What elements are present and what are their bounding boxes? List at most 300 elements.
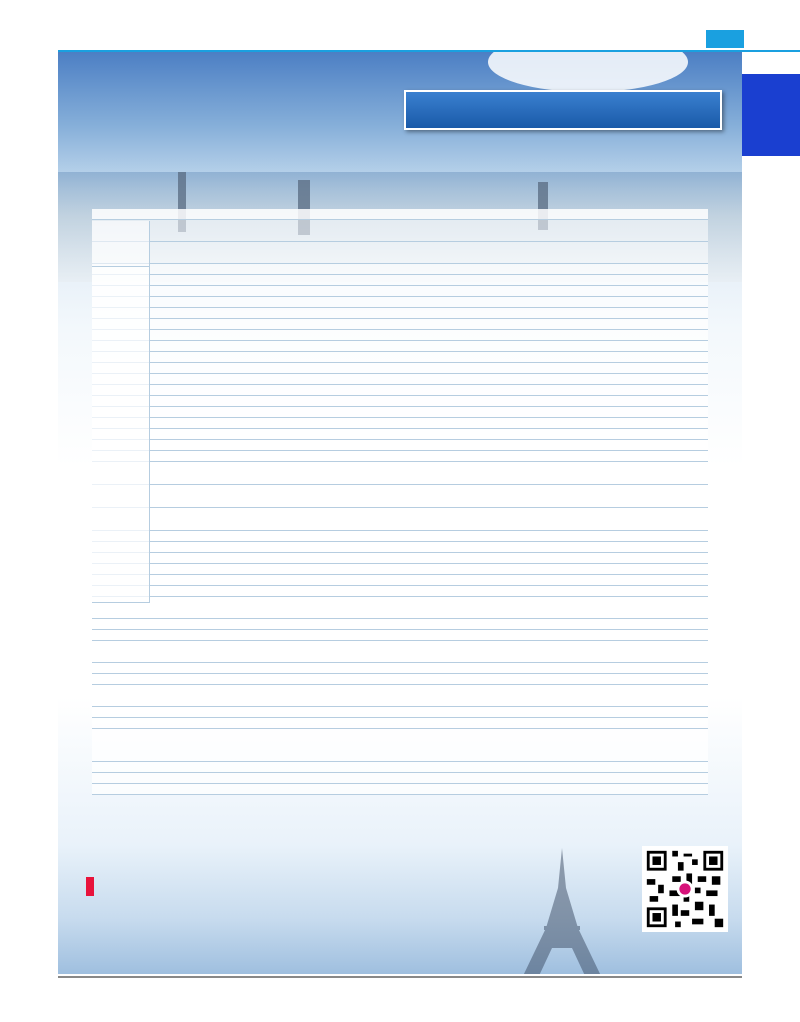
cell-visa xyxy=(520,630,576,640)
cell-visa xyxy=(520,275,576,285)
table-row xyxy=(92,619,708,630)
cell-visa xyxy=(520,542,576,552)
cell-visa xyxy=(520,641,576,662)
side-tab-europe-america[interactable] xyxy=(742,74,800,156)
cell-market-price xyxy=(640,553,708,563)
cell-trade-price xyxy=(576,330,640,340)
cell-date xyxy=(150,784,238,794)
cell-date xyxy=(150,718,238,728)
cell-route xyxy=(238,385,476,395)
eiffel-tower-icon xyxy=(502,848,622,974)
table-row xyxy=(92,729,708,762)
table-row xyxy=(92,485,708,508)
cell-visa xyxy=(520,707,576,717)
cell-visa xyxy=(520,286,576,296)
cell-trade-price xyxy=(576,297,640,307)
cell-market-price xyxy=(640,485,708,507)
cell-market-price xyxy=(640,330,708,340)
cell-date xyxy=(150,729,238,761)
cell-market-price xyxy=(640,462,708,484)
cell-route xyxy=(238,485,476,507)
cell-flight xyxy=(476,597,520,618)
cell-route xyxy=(238,663,476,673)
cell-trade-price xyxy=(576,685,640,706)
cell-market-price xyxy=(640,429,708,439)
cell-route xyxy=(238,597,476,618)
table-row xyxy=(92,297,708,308)
cell-market-price xyxy=(640,275,708,285)
cell-date xyxy=(150,341,238,351)
header-market-price xyxy=(640,209,708,219)
cell-market-price xyxy=(640,319,708,329)
header-flight xyxy=(476,209,520,219)
cell-visa xyxy=(520,553,576,563)
cell-flight xyxy=(476,586,520,596)
cell-date xyxy=(150,396,238,406)
cell-market-price xyxy=(640,374,708,384)
cell-route xyxy=(238,762,476,772)
cell-trade-price xyxy=(576,374,640,384)
table-row xyxy=(92,784,708,795)
cell-trade-price xyxy=(576,396,640,406)
cell-trade-price xyxy=(576,773,640,783)
cell-market-price xyxy=(640,641,708,662)
bottom-rule xyxy=(58,976,742,978)
cell-route xyxy=(238,275,476,285)
table-row xyxy=(92,242,708,264)
brand-logo xyxy=(76,60,386,200)
cell-route xyxy=(238,685,476,706)
cell-trade-price xyxy=(576,597,640,618)
cell-route xyxy=(238,297,476,307)
cell-trade-price xyxy=(576,275,640,285)
cell-market-price xyxy=(640,385,708,395)
cell-flight xyxy=(476,707,520,717)
cell-market-price xyxy=(640,286,708,296)
cell-trade-price xyxy=(576,407,640,417)
cell-visa xyxy=(520,264,576,274)
cell-route xyxy=(238,630,476,640)
cell-date xyxy=(150,674,238,684)
table-row xyxy=(92,663,708,674)
cell-trade-price xyxy=(576,264,640,274)
cell-visa xyxy=(520,663,576,673)
table-row xyxy=(92,707,708,718)
cell-date xyxy=(150,773,238,783)
table-row xyxy=(92,275,708,286)
cell-market-price xyxy=(640,564,708,574)
table-row xyxy=(92,718,708,729)
cell-route xyxy=(238,729,476,761)
cell-visa xyxy=(520,242,576,263)
cell-trade-price xyxy=(576,762,640,772)
cell-flight xyxy=(476,418,520,428)
cell-trade-price xyxy=(576,508,640,530)
table-row xyxy=(92,264,708,275)
cell-visa xyxy=(520,762,576,772)
cell-market-price xyxy=(640,440,708,450)
table-row xyxy=(92,319,708,330)
cell-visa xyxy=(520,220,576,241)
cell-market-price xyxy=(640,508,708,530)
cell-route xyxy=(238,220,476,241)
cell-market-price xyxy=(640,242,708,263)
cell-route xyxy=(238,542,476,552)
cell-trade-price xyxy=(576,440,640,450)
cell-visa xyxy=(520,319,576,329)
cell-date xyxy=(150,762,238,772)
group-label xyxy=(92,267,150,603)
top-bar xyxy=(0,0,800,52)
cell-trade-price xyxy=(576,542,640,552)
cell-visa xyxy=(520,308,576,318)
table-row xyxy=(92,396,708,407)
table-row xyxy=(92,440,708,451)
cell-flight xyxy=(476,429,520,439)
cell-trade-price xyxy=(576,641,640,662)
cell-route xyxy=(238,396,476,406)
cell-market-price xyxy=(640,575,708,585)
cell-route xyxy=(238,374,476,384)
cell-flight xyxy=(476,718,520,728)
cell-date xyxy=(150,575,238,585)
cell-market-price xyxy=(640,586,708,596)
cell-market-price xyxy=(640,407,708,417)
cell-trade-price xyxy=(576,451,640,461)
table-row xyxy=(92,308,708,319)
cell-market-price xyxy=(640,352,708,362)
cell-date xyxy=(150,385,238,395)
cell-date xyxy=(150,330,238,340)
cell-visa xyxy=(520,784,576,794)
cell-date xyxy=(150,363,238,373)
cell-visa xyxy=(520,508,576,530)
cell-date xyxy=(150,542,238,552)
cell-visa xyxy=(520,429,576,439)
cell-visa xyxy=(520,462,576,484)
cell-flight xyxy=(476,630,520,640)
table-row xyxy=(92,575,708,586)
table-row xyxy=(92,542,708,553)
cell-flight xyxy=(476,619,520,629)
cell-trade-price xyxy=(576,363,640,373)
cell-visa xyxy=(520,341,576,351)
cell-date xyxy=(150,462,238,484)
cell-route xyxy=(238,286,476,296)
cell-visa xyxy=(520,597,576,618)
cell-flight xyxy=(476,242,520,263)
cell-trade-price xyxy=(576,319,640,329)
cell-visa xyxy=(520,674,576,684)
cell-visa xyxy=(520,531,576,541)
cell-route xyxy=(238,718,476,728)
table-row xyxy=(92,286,708,297)
cell-date xyxy=(150,220,238,241)
cell-flight xyxy=(476,531,520,541)
cell-flight xyxy=(476,462,520,484)
table-row xyxy=(92,352,708,363)
cell-flight xyxy=(476,508,520,530)
cell-date xyxy=(150,586,238,596)
phone-line xyxy=(72,877,94,896)
cell-flight xyxy=(476,773,520,783)
cell-date xyxy=(150,429,238,439)
table-row xyxy=(92,597,708,619)
cell-flight xyxy=(476,762,520,772)
table-row xyxy=(92,674,708,685)
cell-visa xyxy=(520,586,576,596)
cell-trade-price xyxy=(576,341,640,351)
table-row xyxy=(92,773,708,784)
page-title xyxy=(404,90,722,130)
cloud xyxy=(488,52,688,92)
cell-market-price xyxy=(640,729,708,761)
cell-date xyxy=(150,242,238,263)
footer xyxy=(454,983,460,996)
table-row xyxy=(92,641,708,663)
cell-market-price xyxy=(640,297,708,307)
cell-date xyxy=(150,553,238,563)
cell-visa xyxy=(520,330,576,340)
cell-flight xyxy=(476,275,520,285)
cell-route xyxy=(238,341,476,351)
cell-date xyxy=(150,418,238,428)
cell-date xyxy=(150,564,238,574)
cell-route xyxy=(238,264,476,274)
table-row xyxy=(92,462,708,485)
tour-table xyxy=(92,209,708,795)
cell-trade-price xyxy=(576,630,640,640)
ad-panel xyxy=(58,52,742,974)
table-row xyxy=(92,553,708,564)
cell-visa xyxy=(520,385,576,395)
cell-market-price xyxy=(640,597,708,618)
table-row xyxy=(92,762,708,773)
cell-visa xyxy=(520,685,576,706)
cell-market-price xyxy=(640,308,708,318)
cell-route xyxy=(238,641,476,662)
cell-date xyxy=(150,264,238,274)
cell-route xyxy=(238,451,476,461)
cell-route xyxy=(238,462,476,484)
cell-visa xyxy=(520,374,576,384)
header-trade-price xyxy=(576,209,640,219)
cell-trade-price xyxy=(576,352,640,362)
qr-code-icon[interactable] xyxy=(642,846,728,932)
table-row xyxy=(92,685,708,707)
table-row xyxy=(92,451,708,462)
cell-route xyxy=(238,575,476,585)
cell-trade-price xyxy=(576,619,640,629)
cell-trade-price xyxy=(576,663,640,673)
cell-date xyxy=(150,374,238,384)
cell-visa xyxy=(520,451,576,461)
cell-market-price xyxy=(640,418,708,428)
table-row xyxy=(92,407,708,418)
cell-route xyxy=(238,330,476,340)
cell-visa xyxy=(520,352,576,362)
cell-trade-price xyxy=(576,575,640,585)
cell-date xyxy=(150,407,238,417)
cell-date xyxy=(150,319,238,329)
cell-trade-price xyxy=(576,220,640,241)
cell-market-price xyxy=(640,451,708,461)
header-visa xyxy=(520,209,576,219)
cell-trade-price xyxy=(576,784,640,794)
cell-market-price xyxy=(640,762,708,772)
cell-market-price xyxy=(640,663,708,673)
cell-flight xyxy=(476,220,520,241)
wechat-badge xyxy=(86,877,94,896)
table-row xyxy=(92,586,708,597)
cell-trade-price xyxy=(576,286,640,296)
cell-route xyxy=(238,308,476,318)
cell-date xyxy=(150,641,238,662)
cell-flight xyxy=(476,440,520,450)
cell-route xyxy=(238,531,476,541)
cell-route xyxy=(238,363,476,373)
cell-market-price xyxy=(640,674,708,684)
cell-trade-price xyxy=(576,429,640,439)
cell-trade-price xyxy=(576,531,640,541)
table-row xyxy=(92,531,708,542)
cell-visa xyxy=(520,407,576,417)
header-date xyxy=(150,209,238,219)
cell-visa xyxy=(520,297,576,307)
cell-date xyxy=(150,630,238,640)
cell-route xyxy=(238,564,476,574)
cell-route xyxy=(238,586,476,596)
cell-route xyxy=(238,508,476,530)
table-row xyxy=(92,374,708,385)
cell-flight xyxy=(476,363,520,373)
table-row xyxy=(92,564,708,575)
cell-flight xyxy=(476,485,520,507)
cell-route xyxy=(238,429,476,439)
cell-visa xyxy=(520,396,576,406)
cell-route xyxy=(238,707,476,717)
cell-date xyxy=(150,308,238,318)
cell-trade-price xyxy=(576,553,640,563)
cell-route xyxy=(238,407,476,417)
cell-flight xyxy=(476,319,520,329)
table-row xyxy=(92,385,708,396)
cell-visa xyxy=(520,729,576,761)
cell-route xyxy=(238,352,476,362)
cell-flight xyxy=(476,396,520,406)
cell-flight xyxy=(476,330,520,340)
cell-date xyxy=(150,663,238,673)
cell-date xyxy=(150,508,238,530)
cell-date xyxy=(150,531,238,541)
cell-trade-price xyxy=(576,718,640,728)
cell-flight xyxy=(476,663,520,673)
cell-market-price xyxy=(640,784,708,794)
cell-market-price xyxy=(640,542,708,552)
table-row xyxy=(92,630,708,641)
cell-flight xyxy=(476,407,520,417)
group-label xyxy=(92,221,150,267)
cell-market-price xyxy=(640,264,708,274)
cell-flight xyxy=(476,341,520,351)
cell-flight xyxy=(476,352,520,362)
cell-route xyxy=(238,773,476,783)
cell-market-price xyxy=(640,630,708,640)
cell-date xyxy=(150,286,238,296)
cell-flight xyxy=(476,385,520,395)
cell-route xyxy=(238,319,476,329)
cell-route xyxy=(238,553,476,563)
cell-flight xyxy=(476,674,520,684)
cell-market-price xyxy=(640,363,708,373)
cell-visa xyxy=(520,773,576,783)
table-row xyxy=(92,508,708,531)
cell-flight xyxy=(476,553,520,563)
table-row xyxy=(92,330,708,341)
cell-trade-price xyxy=(576,242,640,263)
cell-date xyxy=(150,275,238,285)
cell-trade-price xyxy=(576,674,640,684)
cell-flight xyxy=(476,575,520,585)
cell-visa xyxy=(520,564,576,574)
cell-trade-price xyxy=(576,308,640,318)
cell-market-price xyxy=(640,619,708,629)
cell-route xyxy=(238,619,476,629)
cell-flight xyxy=(476,264,520,274)
table-row xyxy=(92,418,708,429)
cell-visa xyxy=(520,575,576,585)
cell-flight xyxy=(476,641,520,662)
table-row xyxy=(92,220,708,242)
cell-trade-price xyxy=(576,462,640,484)
cell-visa xyxy=(520,485,576,507)
cell-flight xyxy=(476,729,520,761)
cell-route xyxy=(238,674,476,684)
cell-flight xyxy=(476,374,520,384)
cell-date xyxy=(150,297,238,307)
table-row xyxy=(92,429,708,440)
cell-flight xyxy=(476,451,520,461)
cell-route xyxy=(238,418,476,428)
table-row xyxy=(92,363,708,374)
cell-market-price xyxy=(640,396,708,406)
cell-trade-price xyxy=(576,586,640,596)
cell-market-price xyxy=(640,773,708,783)
cell-market-price xyxy=(640,685,708,706)
cell-trade-price xyxy=(576,729,640,761)
cell-visa xyxy=(520,363,576,373)
cell-trade-price xyxy=(576,418,640,428)
cell-date xyxy=(150,619,238,629)
cell-flight xyxy=(476,564,520,574)
cell-visa xyxy=(520,440,576,450)
ad-tag xyxy=(706,30,744,48)
cell-route xyxy=(238,242,476,263)
cell-flight xyxy=(476,308,520,318)
cell-trade-price xyxy=(576,564,640,574)
cell-flight xyxy=(476,542,520,552)
cell-flight xyxy=(476,286,520,296)
cell-date xyxy=(150,440,238,450)
cell-date xyxy=(150,597,238,618)
cell-date xyxy=(150,352,238,362)
cell-flight xyxy=(476,784,520,794)
cell-market-price xyxy=(640,707,708,717)
cell-visa xyxy=(520,619,576,629)
cell-date xyxy=(150,485,238,507)
table-body xyxy=(92,220,708,795)
cell-flight xyxy=(476,685,520,706)
